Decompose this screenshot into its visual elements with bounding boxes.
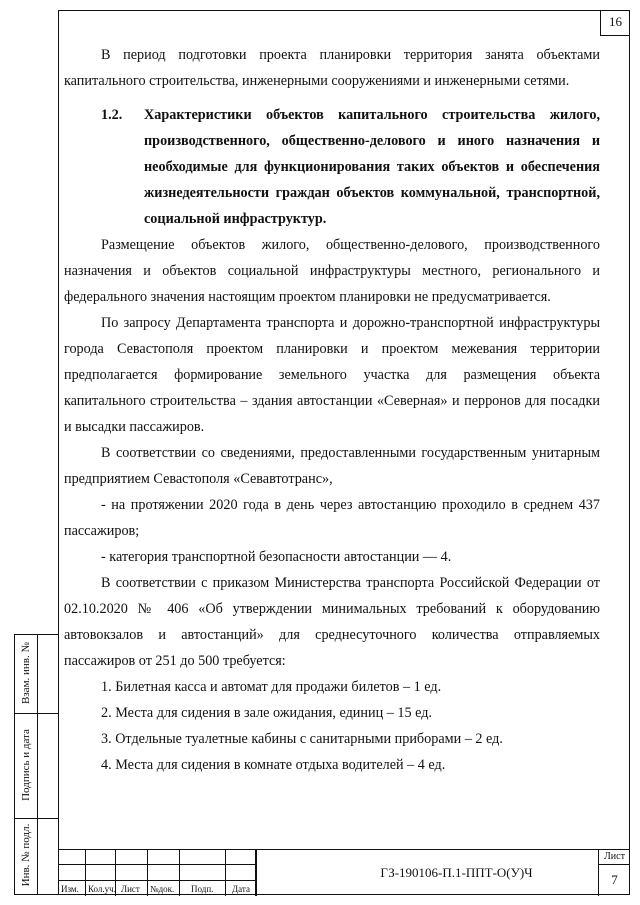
column-label-koluch: Кол.уч. (88, 884, 116, 894)
page-number-top: 16 (600, 10, 630, 36)
section-title: Характеристики объектов капитального строительства жилого, производственного, общественно-делового и иного назначения и необходимые для функционирования таких объектов и обеспечения жизнедеятельности граждан объектов коммунальной, транспортной, социальной инфраструктур. (144, 107, 600, 227)
side-stamp (14, 634, 58, 895)
revision-grid (58, 850, 256, 896)
side-stamp-inv: Инв. № подл. (20, 823, 32, 887)
grid-cell (226, 850, 256, 865)
column-label-podp: Подп. (191, 884, 214, 894)
requirement-item: 1. Билетная касса и автомат для продажи билетов – 1 ед. (101, 679, 442, 695)
column-label-ndok: №док. (150, 884, 175, 894)
order-paragraph: В соответствии с приказом Министерства транспорта Российской Федерации от 02.10.2020 № 406 «Об утверждении минимальных требований к оборудованию автовокзалов и автостанций» для среднесуточного количества отправляемых пассажиров от 251 до 500 требуется: (64, 575, 600, 669)
grid-cell (86, 850, 116, 865)
column-label-izm: Изм. (61, 884, 79, 894)
grid-cell (148, 850, 180, 865)
requirement-item: 3. Отдельные туалетные кабины с санитарными приборами – 2 ед. (101, 731, 503, 747)
title-block (58, 849, 630, 895)
grid-cell (58, 850, 86, 865)
paragraph: В соответствии со сведениями, предоставленными государственным унитарным предприятием Севастополя «Севавтотранс», (64, 445, 600, 487)
column-label-list: Лист (121, 884, 140, 894)
grid-cell (226, 865, 256, 881)
grid-cell (58, 865, 86, 881)
intro-paragraph: В период подготовки проекта планировки территория занята объектами капитального строительства, инженерными сооружениями и инженерными сетями. (64, 47, 600, 89)
dash-item: - категория транспортной безопасности автостанции — 4. (101, 549, 452, 565)
side-stamp-vzam: Взам. инв. № (20, 642, 32, 704)
side-stamp-podpis: Подпись и дата (20, 729, 32, 801)
section-heading (64, 102, 600, 232)
document-code: ГЗ-190106-П.1-ППТ-О(У)Ч (256, 850, 640, 896)
section-number: 1.2. (101, 107, 123, 123)
column-label-data: Дата (232, 884, 250, 894)
document-body (64, 42, 600, 778)
paragraph: По запросу Департамента транспорта и дорожно-транспортной инфраструктуры города Севастополя проектом планировки и проектом межевания территории предполагается формирование земельного участка для размещения объекта капитального строительства – здания автостанции «Северная» и перронов для посадки и высадки пассажиров. (64, 315, 600, 435)
sheet-number: 7 (611, 872, 618, 887)
grid-cell (86, 865, 116, 881)
grid-cell (116, 865, 148, 881)
grid-cell (180, 865, 226, 881)
sheet-box (598, 850, 630, 896)
sheet-label: Лист (599, 850, 630, 865)
grid-cell (180, 850, 226, 865)
side-stamp-divider (15, 713, 58, 714)
grid-cell (148, 865, 180, 881)
paragraph: Размещение объектов жилого, общественно-делового, производственного назначения и объектов социальной инфраструктуры местного, регионального и федерального значения настоящим проектом планировки не предусматривается. (64, 237, 600, 305)
requirement-item: 2. Места для сидения в зале ожидания, единиц – 15 ед. (101, 705, 432, 721)
grid-cell (116, 850, 148, 865)
dash-item: - на протяжении 2020 года в день через автостанцию проходило в среднем 437 пассажиров; (64, 497, 600, 539)
requirement-item: 4. Места для сидения в комнате отдыха водителей – 4 ед. (101, 757, 446, 773)
